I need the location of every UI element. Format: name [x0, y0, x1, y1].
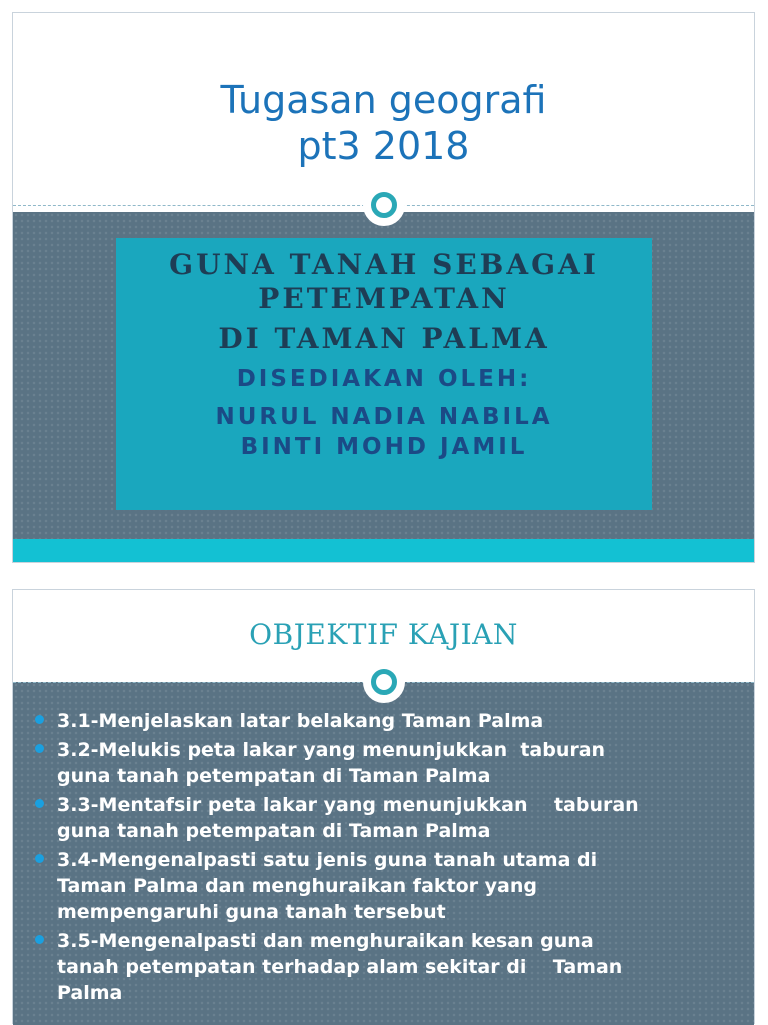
objectives-title: OBJEKTIF KAJIAN: [249, 618, 518, 651]
slide-title-line-1: Tugasan geografi: [220, 78, 547, 122]
bullet-icon: [35, 744, 44, 753]
objective-item: [33, 737, 745, 789]
subtitle-line-1: GUNA TANAH SEBAGAI: [169, 248, 599, 281]
title-slide: [12, 12, 755, 563]
objective-item: [33, 708, 745, 734]
objective-text-line: 3.1-Menjelaskan latar belakang Taman Palma: [57, 710, 544, 732]
objective-text-line: mempengaruhi guna tanah tersebut: [57, 901, 446, 923]
divider-circle-ring: [371, 669, 397, 695]
bullet-icon: [35, 854, 44, 863]
author-name-line-1: NURUL NADIA NABILA: [215, 404, 553, 430]
divider-circle-icon: [363, 661, 405, 703]
objective-text-line: Palma: [57, 982, 123, 1004]
subtitle-line-3: DI TAMAN PALMA: [218, 322, 550, 355]
objective-text-line: Taman Palma dan menghuraikan faktor yang: [57, 875, 537, 897]
divider-circle-ring: [371, 192, 397, 218]
objective-text-line: guna tanah petempatan di Taman Palma: [57, 820, 491, 842]
objective-item: [33, 792, 745, 844]
slide-title: [13, 13, 754, 169]
author-name-line-2: BINTI MOHD JAMIL: [240, 434, 528, 460]
objective-text-line: 3.4-Mengenalpasti satu jenis guna tanah utama di: [57, 849, 598, 871]
title-area: [13, 13, 754, 212]
objective-item: [33, 928, 745, 1006]
prepared-by-label: DISEDIAKAN OLEH:: [236, 366, 532, 392]
accent-bar: [13, 539, 754, 562]
bullet-icon: [35, 935, 44, 944]
bullet-icon: [35, 715, 44, 724]
bullet-icon: [35, 799, 44, 808]
objective-text-line: guna tanah petempatan di Taman Palma: [57, 765, 491, 787]
objective-text-line: tanah petempatan terhadap alam sekitar di Taman: [57, 956, 623, 978]
objectives-slide: [12, 589, 755, 1024]
objectives-list: [33, 708, 745, 1009]
objective-item: [33, 847, 745, 925]
divider-circle-icon: [363, 184, 405, 226]
subtitle-box: [116, 238, 652, 510]
subtitle-line-2: PETEMPATAN: [258, 282, 510, 315]
objective-text-line: 3.5-Mengenalpasti dan menghuraikan kesan guna: [57, 930, 594, 952]
objective-text-line: 3.2-Melukis peta lakar yang menunjukkan taburan: [57, 739, 606, 761]
objective-text-line: 3.3-Mentafsir peta lakar yang menunjukkan taburan: [57, 794, 639, 816]
slide-title-line-2: pt3 2018: [297, 124, 470, 168]
